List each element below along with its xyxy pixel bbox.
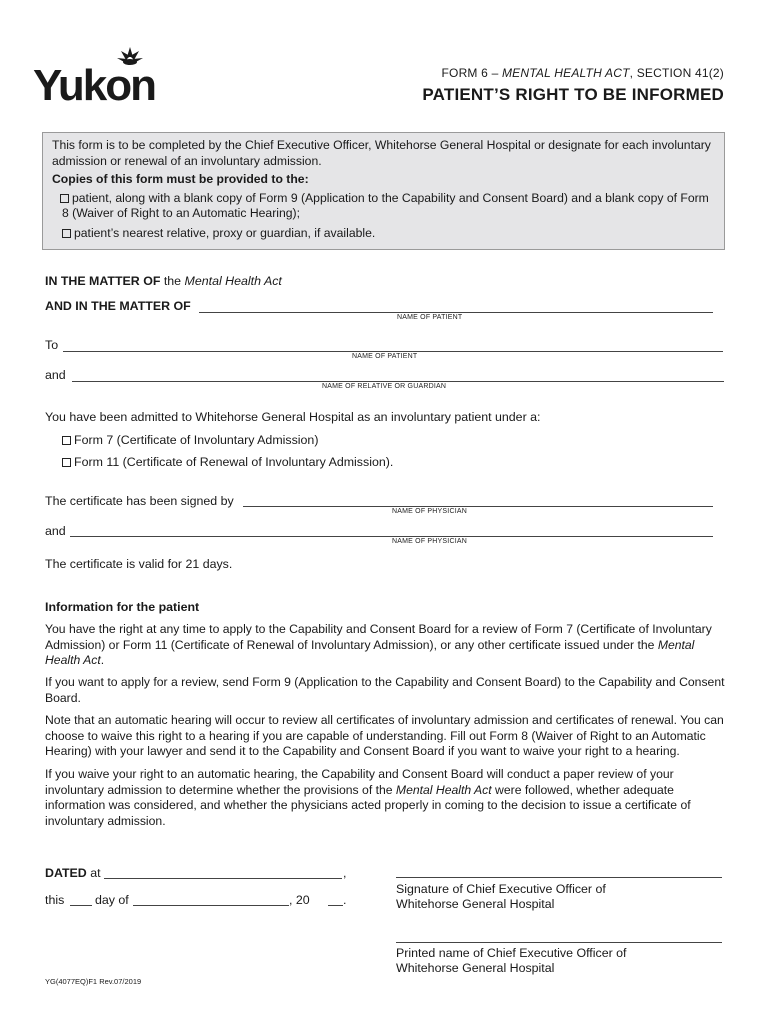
copies-heading: Copies of this form must be provided to the: (52, 172, 309, 186)
form11-checkbox[interactable] (62, 458, 71, 467)
month-field[interactable] (133, 905, 289, 906)
day-field[interactable] (70, 905, 92, 906)
form-number (442, 66, 725, 80)
yukon-logo-graphic (33, 46, 173, 106)
admission-intro: You have been admitted to Whitehorse General Hospital as an involuntary patient under a: (45, 410, 541, 424)
copy-patient-checkbox[interactable] (60, 194, 69, 203)
and-physician-label: and (45, 524, 66, 538)
ceo-signature-caption: Signature of Chief Executive Officer of Whitehorse General Hospital (396, 882, 606, 912)
yukon-logo (33, 46, 173, 106)
ceo-printed-name-caption: Printed name of Chief Executive Officer of Whitehorse General Hospital (396, 946, 627, 976)
physician1-caption: NAME OF PHYSICIAN (392, 508, 467, 515)
matter-act-line: IN THE MATTER OF the Mental Health Act (45, 274, 282, 288)
year-period: . (343, 893, 347, 907)
info-paragraph-4: If you waive your right to an automatic hearing, the Capability and Consent Board will conduct a paper review of your involuntary admission to determine whether the provisions of the Mental Health Act were followed, whether adequate information was considered, and whether the physicians acted properly in coming to the decision to issue a certificate of involuntary admission. (45, 767, 691, 828)
year-field[interactable] (328, 905, 343, 906)
copy-item-patient: patient, along with a blank copy of Form 9 (Application to the Capability and Consent Board) and a blank copy of Form 8 (Waiver of Right to an Automatic Hearing); (62, 190, 709, 220)
form7-checkbox[interactable] (62, 436, 71, 445)
ceo-printed-name-field[interactable] (396, 942, 722, 943)
info-heading: Information for the patient (45, 600, 200, 614)
info-paragraph-1: You have the right at any time to apply to the Capability and Consent Board for a review of Form 7 (Certificate of Involuntary Admission) or Form 11 (Certificate of Renewal of Involuntary Admission), or any other certificate issued under the Mental Health Act. (45, 622, 712, 667)
copy-relative-checkbox[interactable] (62, 229, 71, 238)
to-label: To (45, 338, 59, 352)
matter-patient-field[interactable] (199, 312, 713, 313)
ceo-signature-field[interactable] (396, 877, 722, 878)
to-patient-field[interactable] (63, 351, 723, 352)
logo-wordmark: Yukon (33, 61, 156, 106)
copy-item-relative: patient’s nearest relative, proxy or guardian, if available. (52, 226, 712, 242)
instructions-text (52, 138, 712, 241)
instructions-intro: This form is to be completed by the Chief Executive Officer, Whitehorse General Hospital or designate for each involuntary admission or renewal of an involuntary admission. (52, 138, 711, 168)
physician2-caption: NAME OF PHYSICIAN (392, 538, 467, 545)
info-paragraph-3: Note that an automatic hearing will occur to review all certificates of involuntary admission and certificates of renewal. You can choose to waive this right to a hearing if you are capable of understanding. Fill out Form 8 (Waiver of Right to an Automatic Hearing) with your lawyer and send it to the Capability and Consent Board if you want to waive your right to a hearing. (45, 713, 724, 758)
dated-label: DATED at (45, 866, 101, 880)
physician2-field[interactable] (70, 536, 713, 537)
physician1-field[interactable] (243, 506, 713, 507)
dated-place-field[interactable] (104, 878, 342, 879)
form-number-suffix: , SECTION 41(2) (629, 66, 724, 80)
dated-comma: , (343, 866, 347, 880)
matter-patient-label: AND IN THE MATTER OF (45, 299, 191, 313)
year-prefix: , 20 (289, 893, 310, 907)
signed-by-label: The certificate has been signed by (45, 494, 234, 508)
relative-field[interactable] (72, 381, 724, 382)
form-title: PATIENT’S RIGHT TO BE INFORMED (422, 85, 724, 104)
this-label: this (45, 893, 65, 907)
form-number-prefix: FORM 6 – (441, 66, 502, 80)
form11-option: Form 11 (Certificate of Renewal of Involuntary Admission). (62, 455, 393, 470)
form7-option: Form 7 (Certificate of Involuntary Admission) (62, 433, 318, 448)
matter-patient-caption: NAME OF PATIENT (397, 314, 463, 321)
day-of-label: day of (95, 893, 129, 907)
form-number-act: MENTAL HEALTH ACT (501, 66, 630, 80)
relative-caption: NAME OF RELATIVE OR GUARDIAN (322, 383, 447, 390)
info-paragraph-2: If you want to apply for a review, send Form 9 (Application to the Capability and Consent Board) to the Capability and Consent Board. (45, 675, 725, 705)
form-code: YG(4077EQ)F1 Rev.07/2019 (45, 977, 142, 986)
valid-text: The certificate is valid for 21 days. (45, 557, 233, 571)
and-label: and (45, 368, 66, 382)
to-patient-caption: NAME OF PATIENT (352, 353, 418, 360)
